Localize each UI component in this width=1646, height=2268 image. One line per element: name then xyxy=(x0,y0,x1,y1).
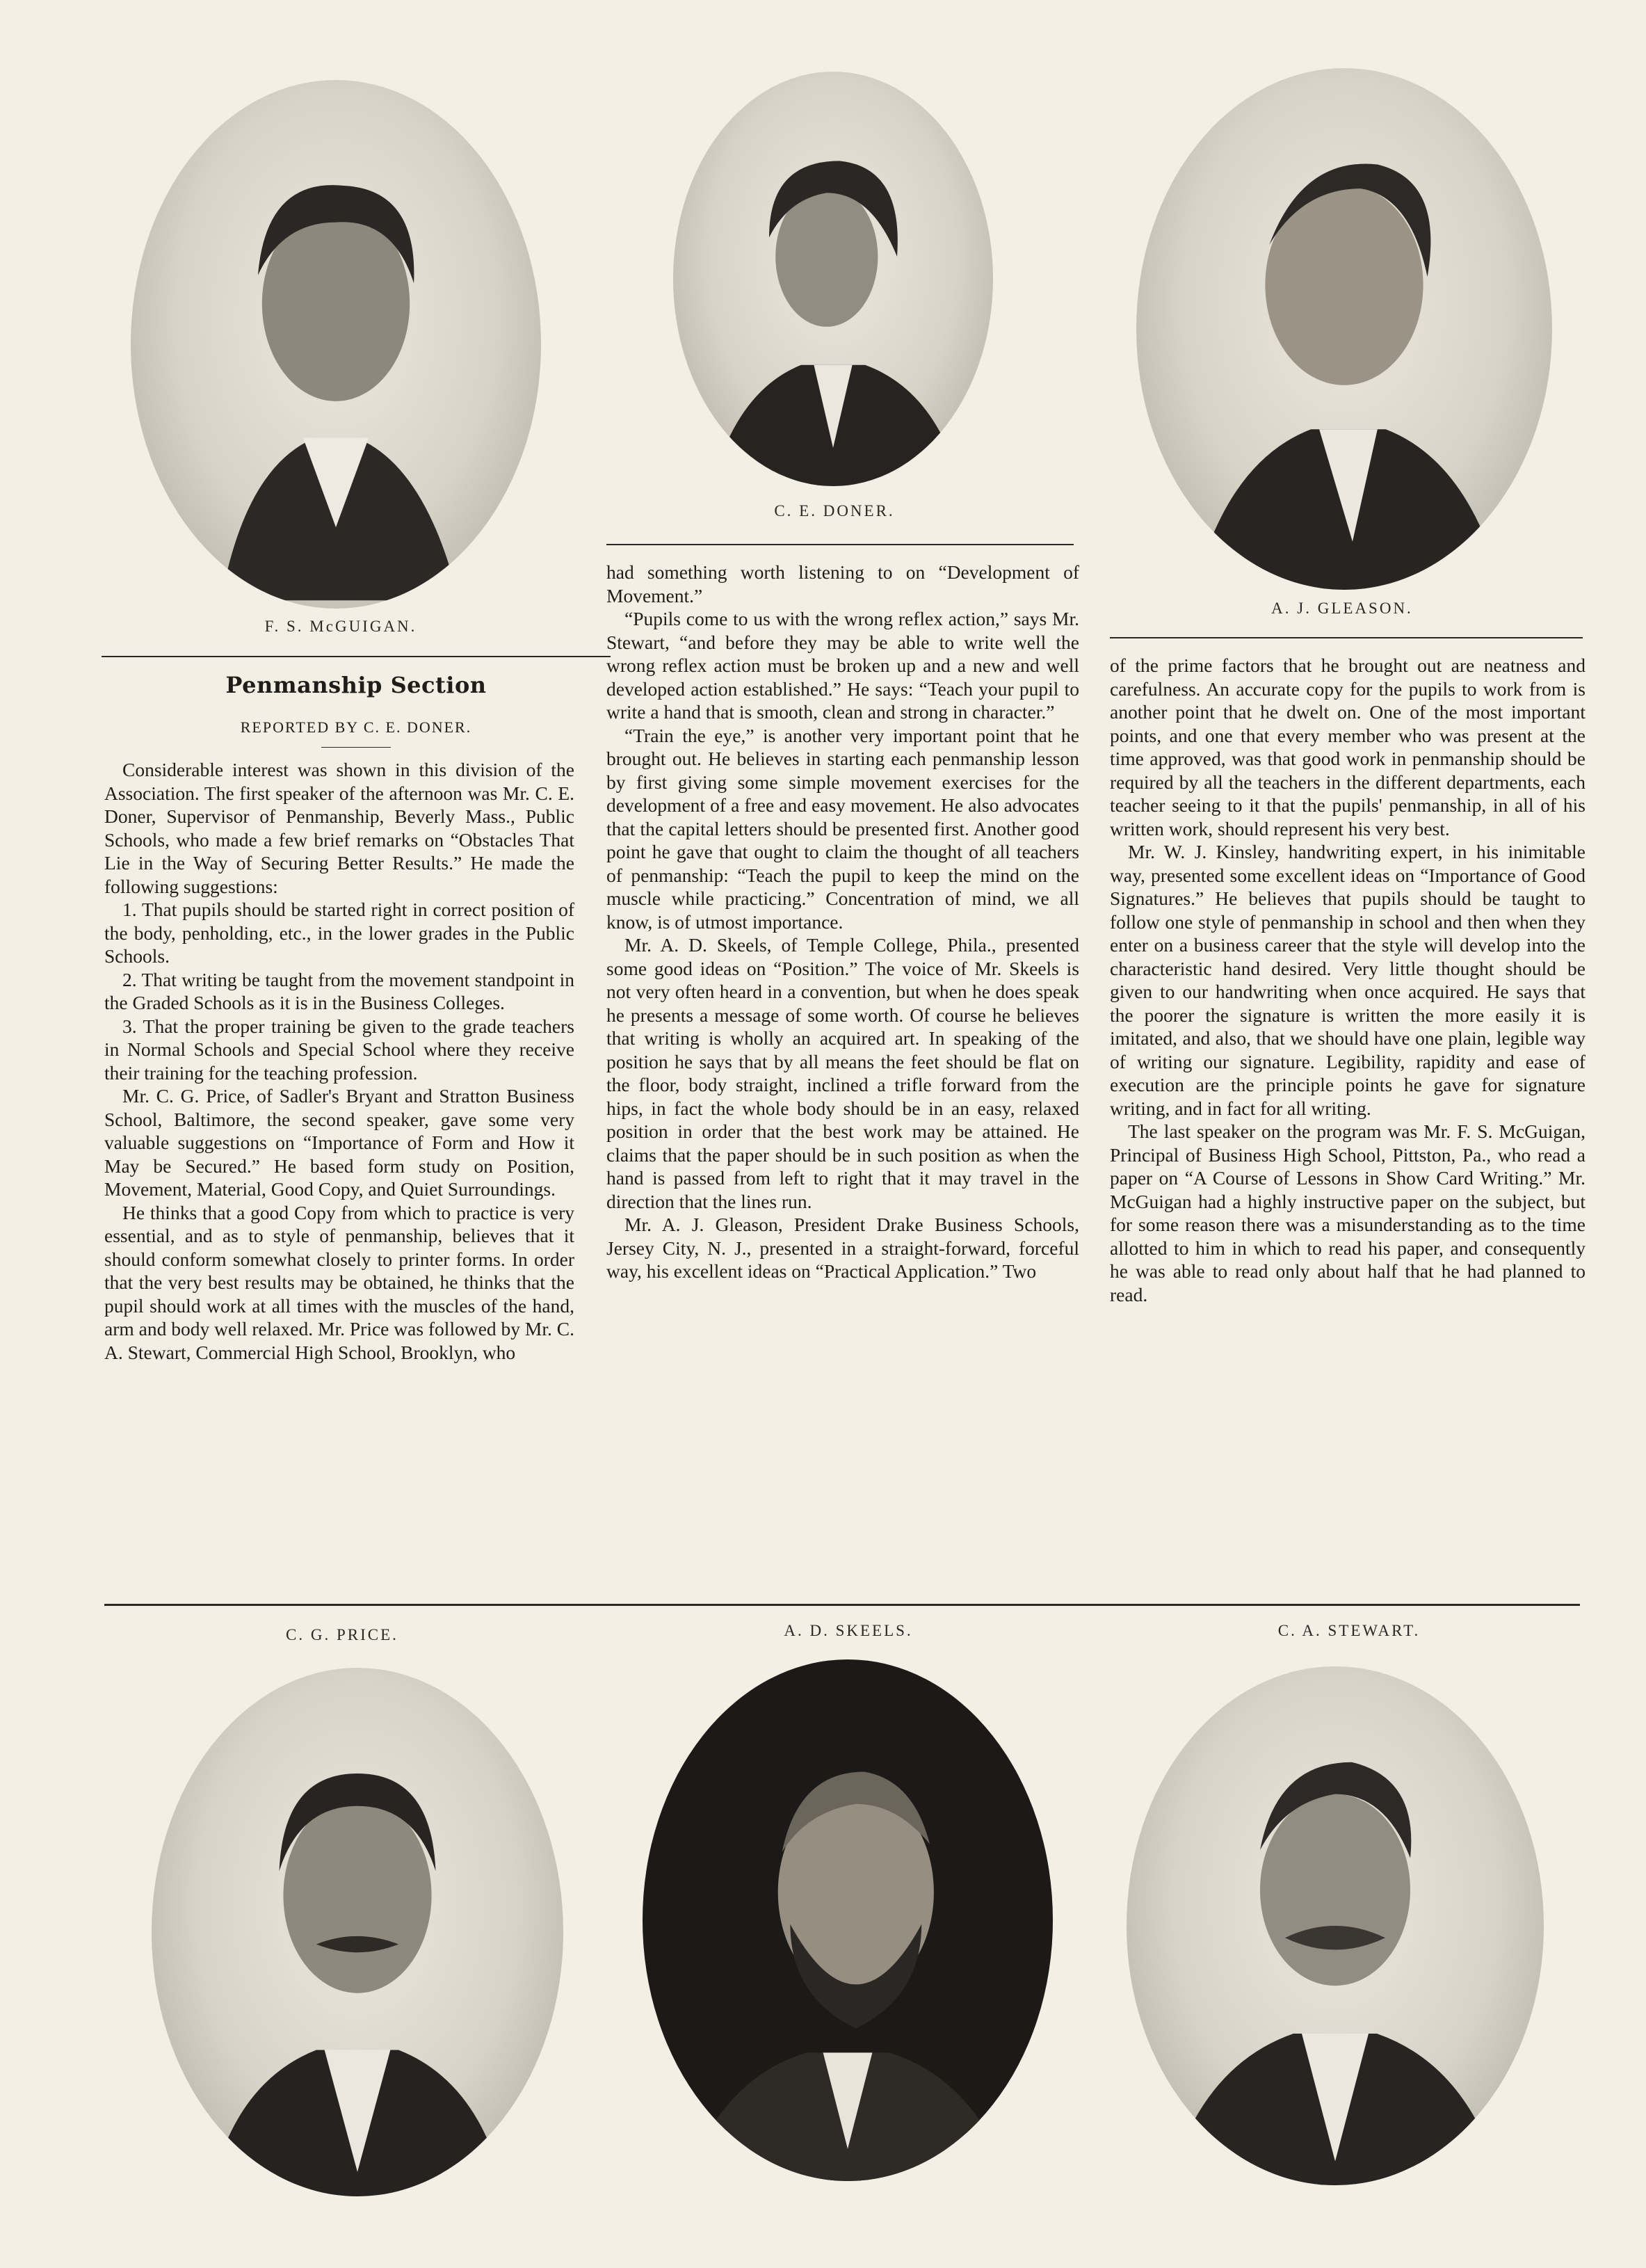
col2-para-3: “Train the eye,” is another very important point that he brought out. He believes in starting each penmanship lesson by first giving some simple movement exercises for the development of a free and easy movement. He also advocates that the capital letters should be presented first. Another good point he gave that ought to claim the thought of all teachers of penmanship: “Teach the pupil to keep the mind on the muscle while practicing.” Concentration of mind, we all know, is of utmost importance. xyxy=(606,724,1079,933)
section-byline: REPORTED BY C. E. DONER. xyxy=(240,718,472,736)
rule-col3-top xyxy=(1110,637,1583,638)
portrait-gleason xyxy=(1136,68,1552,590)
rule-col1-top xyxy=(102,656,611,657)
col1-para-2: 1. That pupils should be started right in correct position of the body, penholding, etc., in the lower grades in the Public Schools. xyxy=(104,899,574,967)
col2-para-1: had something worth listening to on “Development of Movement.” xyxy=(606,561,1079,606)
col3-para-3: The last speaker on the program was Mr. F. S. McGuigan, Principal of Business High School, Pittston, Pa., who read a paper on “A Course of Lessons in Show Card Writing.” Mr. McGuigan had a highly instructive paper on the subject, but for some reason there was a misunderstanding as to the time allotted to him in which to read his paper, and consequently he was able to read only about half that he had planned to read. xyxy=(1110,1120,1586,1305)
rule-col2-top xyxy=(606,544,1074,545)
caption-doner: C. E. DONER. xyxy=(774,502,895,520)
col2-para-2: “Pupils come to us with the wrong reflex action,” says Mr. Stewart, “and before they may be able to write well the wrong reflex action must be broken up and a new and well developed action established.” He says: “Teach your pupil to write a hand that is smooth, clean and strong in character.” xyxy=(606,608,1079,723)
column-1 xyxy=(104,758,574,1364)
portrait-mcguigan xyxy=(131,80,541,609)
col2-para-4: Mr. A. D. Skeels, of Temple College, Phila., presented some good ideas on “Position.” The voice of Mr. Skeels is not very often heard in a convention, but when he does speak he presents a message of some worth. Of course he believes that writing is wholly an acquired art. In speaking of the position he says that by all means the feet should be flat on the floor, body straight, inclined a trifle forward from the hips, in fact the whole body should be in an easy, relaxed position in order that the best work may be attained. He claims that the paper should be in such position as when the hand is passed from left to right that it may travel in the direction that the lines run. xyxy=(606,934,1079,1212)
rule-byline xyxy=(321,747,391,748)
caption-mcguigan: F. S. McGUIGAN. xyxy=(264,618,417,635)
portrait-stewart xyxy=(1127,1666,1544,2185)
portrait-doner xyxy=(673,72,993,486)
section-title: Penmanship Section xyxy=(225,672,487,698)
col1-para-4: 3. That the proper training be given to the grade teachers in Normal Schools and Special School where they receive their training for the teaching profession. xyxy=(104,1015,574,1084)
col3-para-2: Mr. W. J. Kinsley, handwriting expert, in his inimitable way, presented some excellent ideas on “Importance of Good Signatures.” He believes that pupils should be taught to follow one style of penmanship in school and then when they enter on a business career that the style will develop into the characteristic hand desired. Very little thought should be given to our handwriting when once acquired. He says that the poorer the signature is written the more easily it is imitated, and also, that we should have one plain, legible way of writing our signature. Legibility, rapidity and ease of execution are the principle points he gave for signature writing, and in fact for all writing. xyxy=(1110,841,1586,1119)
col1-para-3: 2. That writing be taught from the movement standpoint in the Graded Schools as it is in the Business Colleges. xyxy=(104,968,574,1013)
column-2 xyxy=(606,561,1079,1283)
col3-para-1: of the prime factors that he brought out are neatness and carefulness. An accurate copy for the pupils to work from is another point that he dwelt on. One of the most important points, and one that every member who was present at the time approved, was that good work in penmanship should be required by all the teachers in the different departments, each teacher seeing to it that the pupils' penmanship, in all of his written work, should represent his very best. xyxy=(1110,654,1586,839)
portrait-skeels xyxy=(643,1659,1053,2181)
col1-para-6: He thinks that a good Copy from which to practice is very essential, and as to style of penmanship, believes that it should conform somewhat closely to printer forms. In order that the very best results may be obtained, he thinks that the pupil should work at all times with the muscles of the hand, arm and body well relaxed. Mr. Price was followed by Mr. C. A. Stewart, Commercial High School, Brooklyn, who xyxy=(104,1201,574,1363)
caption-price: C. G. PRICE. xyxy=(286,1626,398,1643)
column-3 xyxy=(1110,654,1586,1306)
col1-para-5: Mr. C. G. Price, of Sadler's Bryant and Stratton Business School, Baltimore, the second speaker, gave some very valuable suggestions on “Importance of Form and How it May be Secured.” He based form study on Position, Movement, Material, Good Copy, and Quiet Surroundings. xyxy=(104,1085,574,1200)
caption-skeels: A. D. SKEELS. xyxy=(784,1622,913,1639)
portrait-price xyxy=(152,1668,563,2196)
caption-stewart: C. A. STEWART. xyxy=(1277,1622,1421,1639)
col2-para-5: Mr. A. J. Gleason, President Drake Business Schools, Jersey City, N. J., presented in a straight-forward, forceful way, his excellent ideas on “Practical Application.” Two xyxy=(606,1214,1079,1282)
rule-bottom xyxy=(104,1604,1580,1606)
caption-gleason: A. J. GLEASON. xyxy=(1271,600,1413,617)
col1-para-1: Considerable interest was shown in this division of the Association. The first speaker of the afternoon was Mr. C. E. Doner, Supervisor of Penmanship, Beverly Mass., Public Schools, who made a few brief remarks on “Obstacles That Lie in the Way of Securing Better Results.” He made the following suggestions: xyxy=(104,759,574,897)
